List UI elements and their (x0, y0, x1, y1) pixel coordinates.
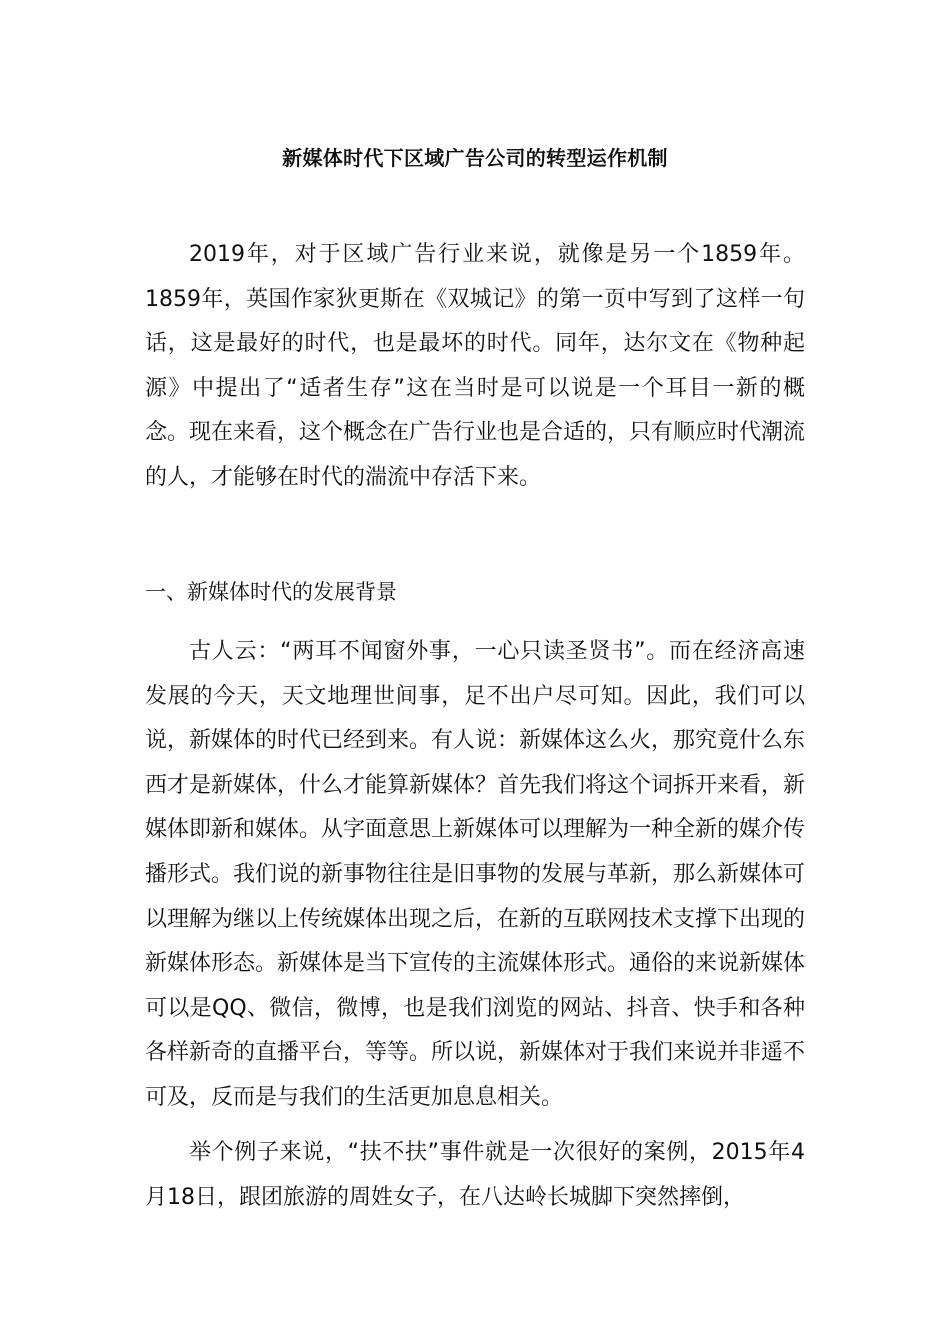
paragraph-example: 举个例子来说，“扶不扶”事件就是一次很好的案例，2015年4月18日，跟团旅游的周姓女子，在八达岭长城脚下突然摔倒， (145, 1140, 805, 1210)
section-heading: 一、新媒体时代的发展背景 (145, 580, 397, 604)
paragraph-intro: 2019年，对于区域广告行业来说，就像是另一个1859年。1859年，英国作家狄更斯在《双城记》的第一页中写到了这样一句话，这是最好的时代，也是最坏的时代。同年，达尔文在《物种起源》中提出了“适者生存”这在当时是可以说是一个耳目一新的概念。现在来看，这个概念在广告行业也是合适的，只有顺应时代潮流的人，才能够在时代的湍流中存活下来。 (145, 242, 806, 490)
document-title: 新媒体时代下区域广告公司的转型运作机制 (282, 146, 668, 170)
paragraph-new-media: 古人云：“两耳不闻窗外事，一心只读圣贤书”。而在经济高速发展的今天，天文地理世间事，足不出户尽可知。因此，我们可以说，新媒体的时代已经到来。有人说：新媒体这么火，那究竟什么东西才是新媒体，什么才能算新媒体？首先我们将这个词拆开来看，新媒体即新和媒体。从字面意思上新媒体可以理解为一种全新的媒介传播形式。我们说的新事物往往是旧事物的发展与革新，那么新媒体可以理解为继以上传统媒体出现之后，在新的互联网技术支撑下出现的新媒体形态。新媒体是当下宣传的主流媒体形式。通俗的来说新媒体可以是QQ、微信，微博，也是我们浏览的网站、抖音、快手和各种各样新奇的直播平台，等等。所以说，新媒体对于我们来说并非遥不可及，反而是与我们的生活更加息息相关。 (145, 639, 806, 1110)
